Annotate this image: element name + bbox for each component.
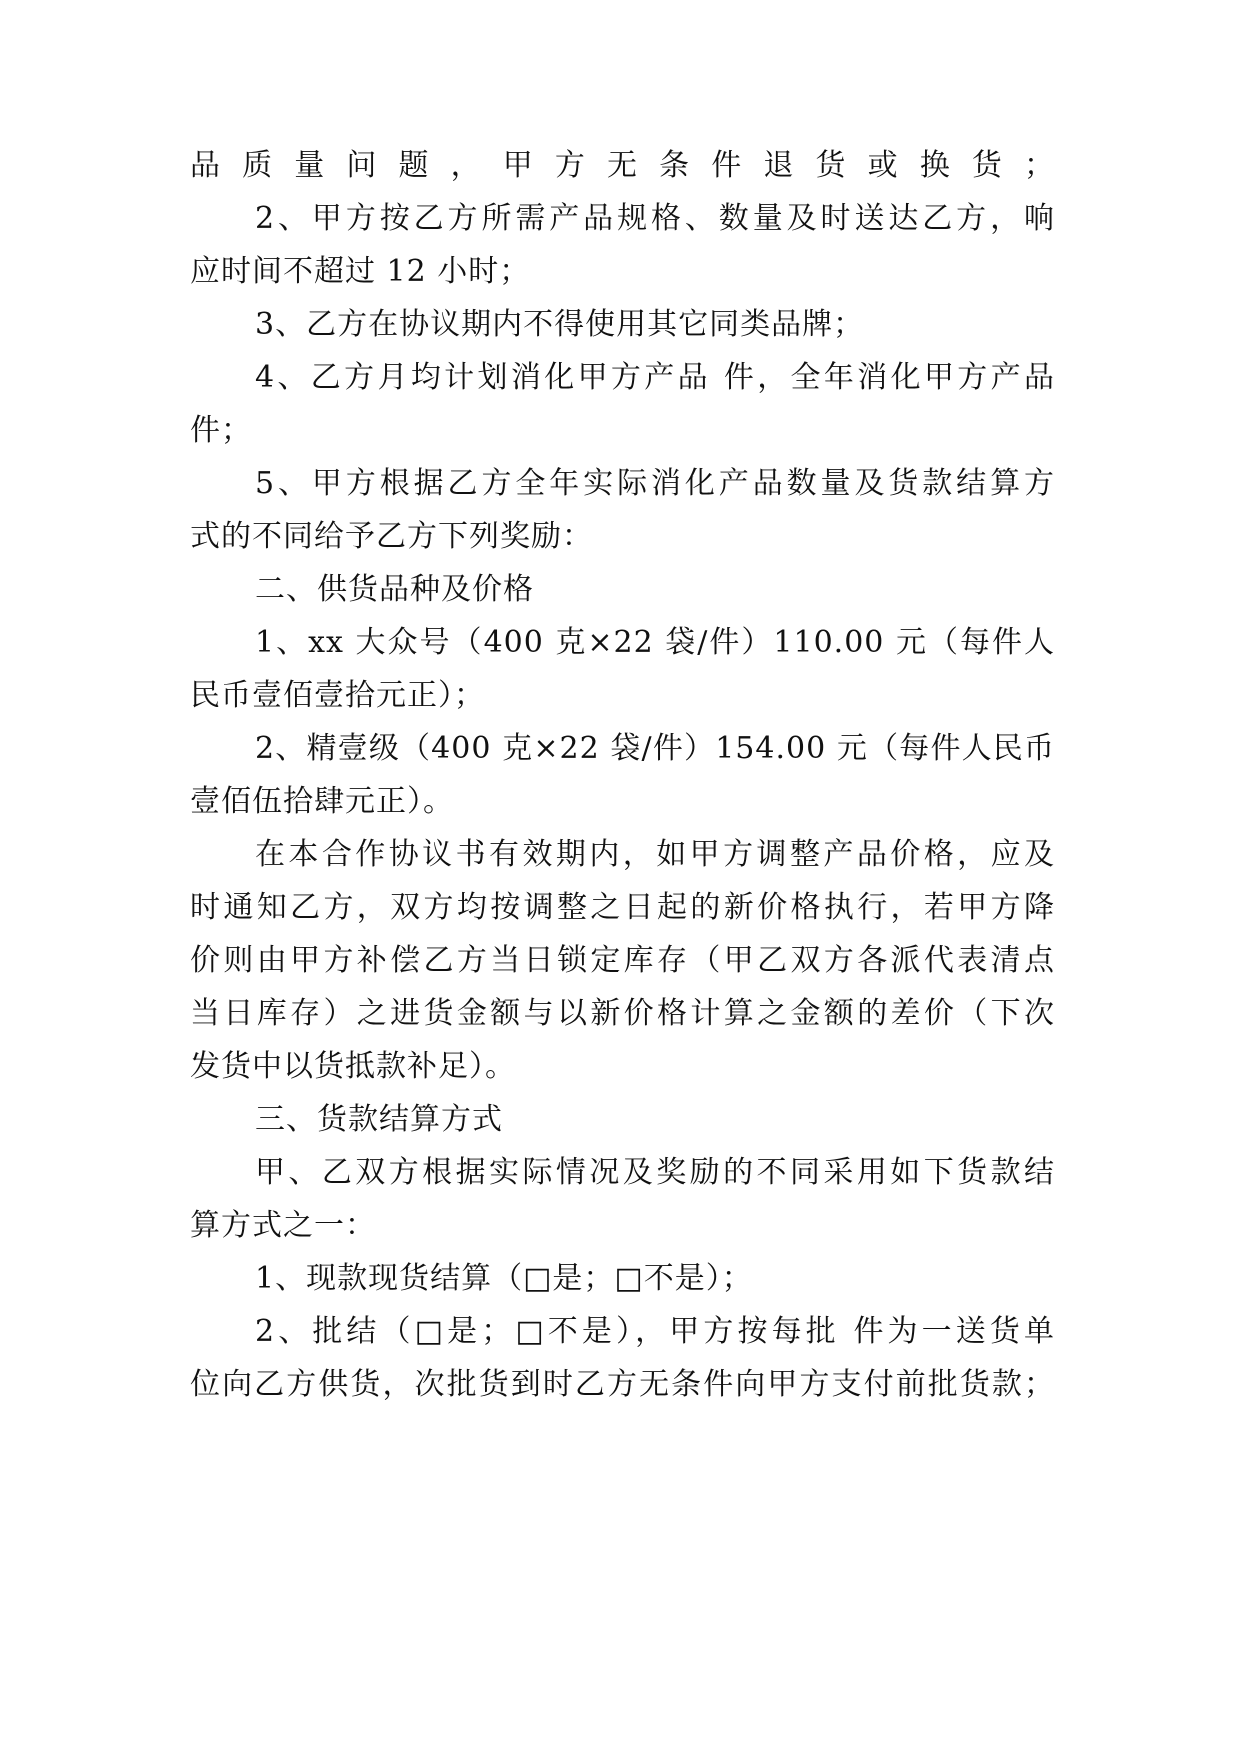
section-heading: 二、供货品种及价格 [255,572,534,607]
text-line: 应时间不超过 12 小时； [190,254,531,289]
text-line: 2、精壹级（400 克×22 袋/件）154.00 元（每件人民币 [255,731,1055,766]
text-line: 1、xx 大众号（400 克×22 袋/件）110.00 元（每件人 [255,625,1055,660]
text-line: 2、甲方按乙方所需产品规格、数量及时送达乙方，响 [255,201,1055,236]
text-line: 壹佰伍拾肆元正）。 [190,784,454,819]
text-line: 发货中以货抵款补足）。 [190,1049,516,1084]
text-line: 式的不同给予乙方下列奖励： [190,519,593,554]
text-line: 算方式之一： [190,1208,376,1243]
text-line: 件； [190,413,252,448]
text-line: 1、现款现货结算（□是；□不是）； [255,1261,753,1296]
text-line: 时通知乙方，双方均按调整之日起的新价格执行，若甲方降 [190,890,1055,925]
text-line: 在本合作协议书有效期内，如甲方调整产品价格，应及 [255,837,1055,872]
text-line: 位向乙方供货，次批货到时乙方无条件向甲方支付前批货款； [190,1367,1055,1402]
section-heading: 三、货款结算方式 [255,1102,503,1137]
text-line: 民币壹佰壹拾元正）； [190,678,485,713]
text-line: 品质量问题，甲方无条件退货或换货； [190,148,1055,183]
text-line: 4、乙方月均计划消化甲方产品 件，全年消化甲方产品 [255,360,1055,395]
text-line: 3、乙方在协议期内不得使用其它同类品牌； [255,307,865,342]
text-line: 当日库存）之进货金额与以新价格计算之金额的差价（下次 [190,996,1055,1031]
text-line: 价则由甲方补偿乙方当日锁定库存（甲乙双方各派代表清点 [190,943,1055,978]
text-line: 2、批结（□是；□不是），甲方按每批 件为一送货单 [255,1314,1055,1349]
text-line: 5、甲方根据乙方全年实际消化产品数量及货款结算方 [255,466,1055,501]
text-line: 甲、乙双方根据实际情况及奖励的不同采用如下货款结 [255,1155,1055,1190]
